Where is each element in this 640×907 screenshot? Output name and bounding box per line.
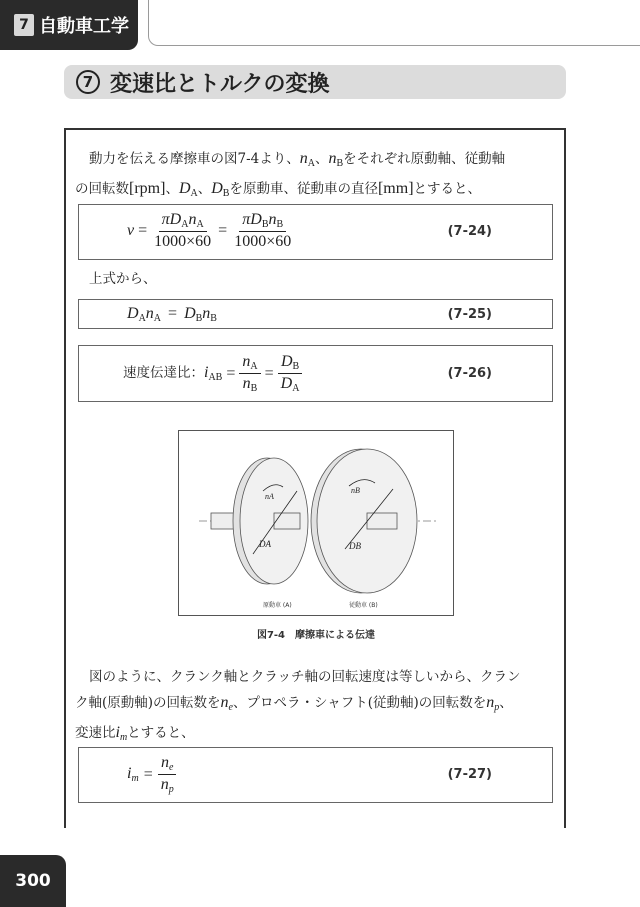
para2-text: とすると、	[127, 725, 195, 741]
section-heading	[64, 65, 566, 99]
subscript: B	[276, 219, 284, 230]
equation-body	[127, 754, 177, 795]
eq-sign: =	[138, 222, 148, 239]
para1-text: の回転数	[75, 181, 129, 197]
subscript: B	[261, 219, 269, 230]
para2-text: ク軸(原動軸)の回転数を	[75, 695, 221, 711]
chapter-title: 自動車工学	[39, 16, 129, 37]
term: D	[184, 305, 196, 322]
denominator	[158, 775, 177, 795]
equation-label: (7-26)	[447, 366, 492, 381]
para1-text: をそれぞれ原動軸、従動軸	[343, 151, 506, 167]
symbol-D: D	[178, 180, 191, 197]
symbol-D: D	[211, 180, 223, 197]
subscript: A	[138, 313, 146, 324]
subscript: B	[292, 361, 300, 372]
subscript: e	[168, 762, 174, 773]
term: D	[280, 353, 293, 370]
subscript: m	[131, 773, 139, 784]
text-above-formula: 上式から、	[89, 271, 157, 287]
equation-label: (7-27)	[447, 767, 492, 782]
subscript: A	[153, 313, 162, 324]
para1-text: 、	[197, 181, 212, 197]
num-term: n	[188, 211, 197, 228]
figure-7-4	[178, 430, 454, 616]
denominator	[240, 374, 261, 394]
chapter-number: 7	[14, 14, 34, 36]
unit-rpm: [rpm]	[129, 180, 166, 197]
symbol-nA	[300, 150, 315, 167]
subscript: B	[210, 313, 217, 324]
denominator	[278, 374, 303, 394]
fraction	[278, 353, 303, 394]
shaft-a-end	[274, 513, 300, 529]
term	[204, 364, 222, 383]
para1-text: を原動車、従動車の直径	[229, 181, 378, 197]
chapter-tab	[0, 0, 138, 50]
symbol-im	[116, 724, 128, 741]
fraction	[151, 211, 214, 251]
equation-7-26	[78, 345, 553, 402]
equation-7-27	[78, 747, 553, 803]
eq-sign: =	[168, 305, 178, 322]
eq-sign: =	[143, 765, 153, 783]
eq-sign: =	[218, 222, 228, 239]
subscript: B	[222, 188, 230, 199]
symbol-n: n	[220, 694, 229, 711]
caption-driver: 原動車 (A)	[263, 602, 292, 609]
fraction	[158, 754, 177, 795]
term: n	[160, 776, 169, 793]
num-term: πD	[242, 211, 262, 228]
subscript: A	[292, 383, 300, 394]
term: n	[145, 305, 154, 322]
term: D	[127, 305, 139, 322]
subscript: p	[494, 702, 500, 713]
paragraph-1	[75, 146, 559, 206]
equation-7-25	[78, 299, 553, 329]
eq-prefix: 速度伝達比：	[123, 365, 204, 381]
term: n	[160, 754, 169, 771]
para2-text: 、	[499, 695, 513, 711]
para1-text: 、	[314, 151, 329, 167]
num-term: n	[268, 211, 277, 228]
equation-body	[127, 305, 217, 324]
symbol-n: n	[328, 150, 337, 167]
equation-7-24	[78, 204, 553, 260]
term: n	[242, 375, 251, 392]
section-title: 変速比とトルクの変換	[110, 71, 330, 97]
label-DB: DB	[349, 541, 361, 551]
num-term: πD	[161, 211, 182, 228]
paragraph-2	[75, 665, 559, 750]
figure-caption: 図7-4 摩擦車による伝達	[256, 630, 376, 641]
eq-sign: =	[226, 364, 236, 382]
symbol-i: i	[115, 724, 120, 741]
term: n	[202, 305, 211, 322]
numerator	[239, 211, 286, 232]
symbol-DA	[179, 180, 198, 197]
symbol-DB	[211, 180, 229, 197]
symbol-n: n	[486, 694, 495, 711]
term-i: i	[127, 765, 132, 782]
denominator: 1000×60	[154, 233, 212, 250]
fraction	[231, 211, 294, 251]
subscript: A	[307, 158, 315, 169]
subscript: B	[336, 158, 344, 169]
equation-body	[123, 353, 302, 394]
subscript: A	[250, 361, 258, 372]
subscript: B	[195, 313, 203, 324]
label-nA: nA	[265, 492, 274, 501]
numerator	[239, 353, 260, 374]
numerator	[158, 754, 176, 775]
fraction	[239, 353, 260, 394]
para1-text: 、	[165, 181, 179, 197]
equation-body	[127, 211, 294, 251]
para2-line: 図のように、クランク軸とクラッチ軸の回転速度は等しいから、クラン	[89, 669, 521, 685]
subscript: A	[190, 188, 198, 199]
denominator: 1000×60	[234, 233, 292, 250]
numerator	[159, 211, 207, 232]
numerator	[278, 353, 302, 374]
symbol-nB	[328, 150, 343, 167]
para1-text: 動力を伝える摩擦車の図7-4より、	[89, 151, 300, 167]
label-nB: nB	[351, 486, 360, 495]
friction-wheels-diagram	[179, 431, 453, 615]
section-number: 7	[76, 70, 100, 94]
eq-lhs: v	[127, 222, 135, 239]
eq-sign: =	[264, 364, 274, 382]
subscript: B	[250, 383, 258, 394]
label-DA: DA	[259, 539, 271, 549]
unit-mm: [mm]	[377, 180, 414, 197]
para2-text: 変速比	[75, 725, 116, 741]
subscript: e	[228, 702, 233, 713]
term: D	[280, 375, 293, 392]
header-frame	[148, 0, 640, 46]
symbol-ne	[221, 694, 233, 711]
symbol-n: n	[299, 150, 308, 167]
page-number: 300	[0, 855, 66, 907]
equation-label: (7-24)	[447, 224, 492, 239]
term-i: i	[204, 364, 209, 381]
para1-text: とすると、	[413, 181, 482, 197]
equation-label: (7-25)	[447, 307, 492, 322]
term: n	[242, 353, 251, 370]
subscript: AB	[208, 372, 223, 383]
subscript: p	[168, 784, 174, 795]
para2-text: 、プロペラ・シャフト(従動軸)の回転数を	[233, 695, 487, 711]
symbol-np	[486, 694, 499, 711]
subscript: A	[196, 219, 204, 230]
subscript: A	[181, 219, 189, 230]
subscript: m	[119, 732, 128, 743]
term	[127, 765, 139, 784]
caption-driven: 従動車 (B)	[349, 602, 378, 609]
